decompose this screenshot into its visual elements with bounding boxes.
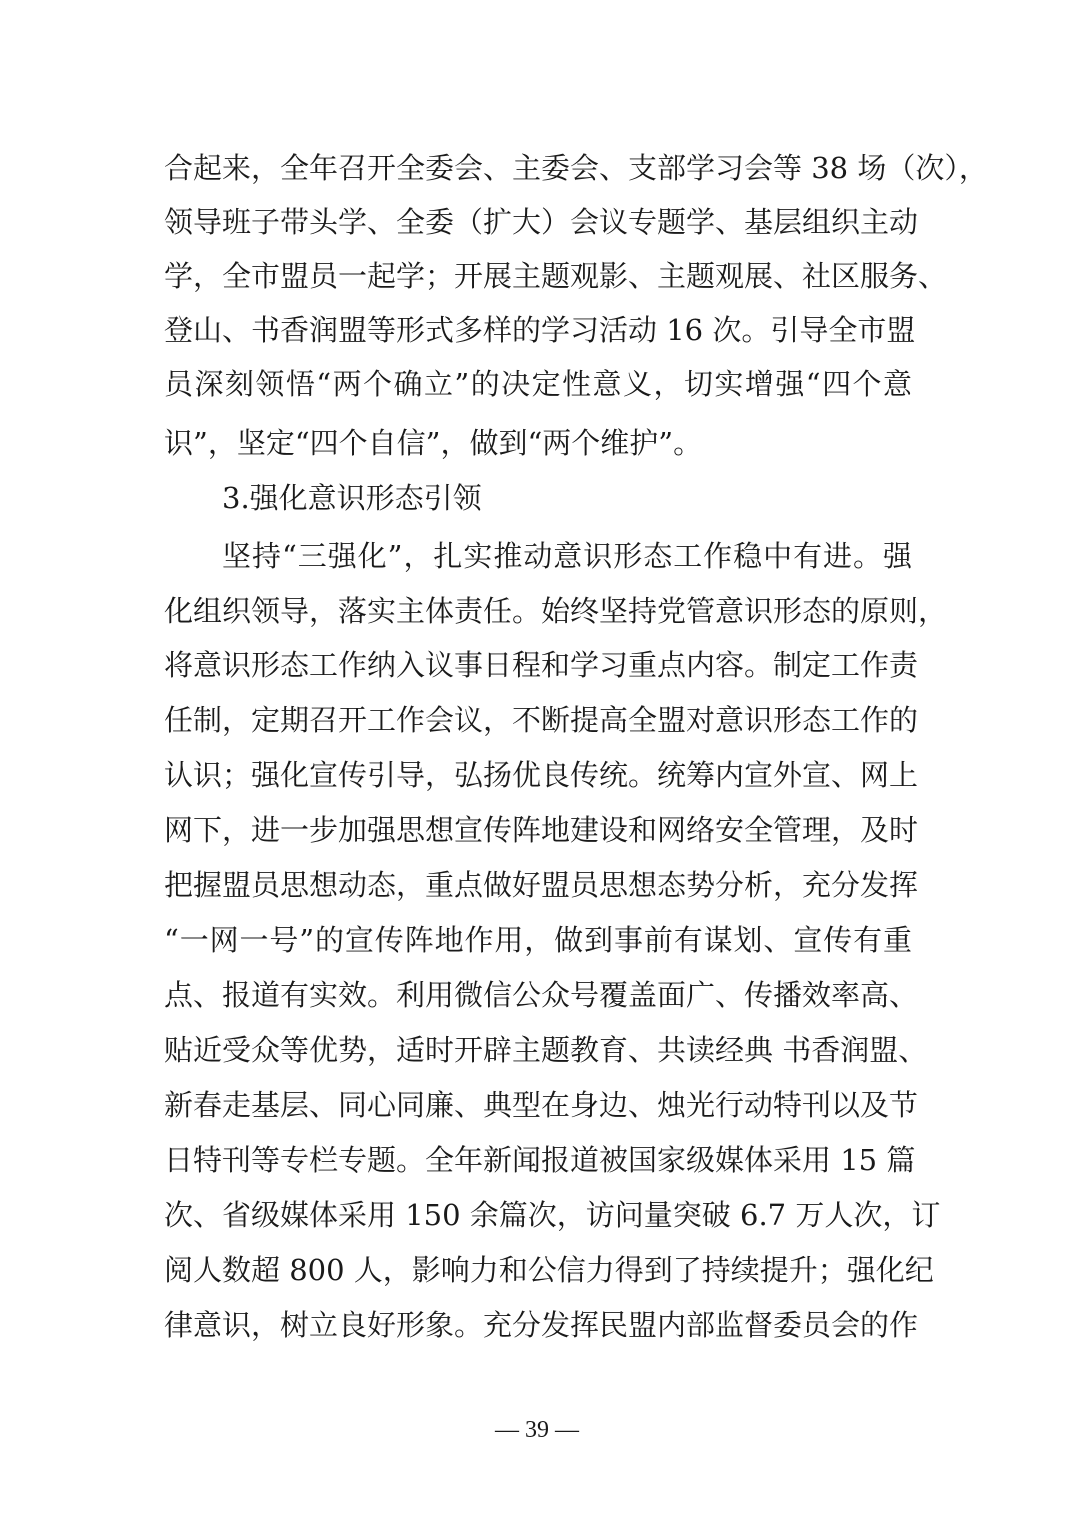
body-text-line: 化组织领导，落实主体责任。始终坚持党管意识形态的原则， xyxy=(164,594,948,628)
body-text-line: 任制，定期召开工作会议，不断提高全盟对意识形态工作的 xyxy=(164,703,919,737)
page-number: — 39 — xyxy=(495,1417,579,1443)
body-text-line: 日特刊等专栏专题。全年新闻报道被国家级媒体采用 15 篇 xyxy=(164,1143,916,1177)
body-text-line: 识”，坚定“四个自信”，做到“两个维护”。 xyxy=(164,426,703,460)
body-text-line: 网下，进一步加强思想宣传阵地建设和网络安全管理，及时 xyxy=(164,813,919,847)
body-text-line: 认识；强化宣传引导，弘扬优良传统。统筹内宣外宣、网上 xyxy=(164,758,919,792)
body-text-line: 阅人数超 800 人，影响力和公信力得到了持续提升；强化纪 xyxy=(164,1253,934,1287)
body-text-line: 领导班子带头学、全委（扩大）会议专题学、基层组织主动 xyxy=(164,205,919,239)
body-text-line: 次、省级媒体采用 150 余篇次，访问量突破 6.7 万人次，订 xyxy=(164,1198,941,1232)
body-text-line: 员深刻领悟“两个确立”的决定性意义，切实增强“四个意 xyxy=(164,367,912,401)
body-text-line: “一网一号”的宣传阵地作用，做到事前有谋划、宣传有重 xyxy=(164,923,912,957)
body-text-line: 律意识，树立良好形象。充分发挥民盟内部监督委员会的作 xyxy=(164,1308,919,1342)
body-text-line: 将意识形态工作纳入议事日程和学习重点内容。制定工作责 xyxy=(164,648,919,682)
body-text-line: 登山、书香润盟等形式多样的学习活动 16 次。引导全市盟 xyxy=(164,313,916,347)
body-text-line: 点、报道有实效。利用微信公众号覆盖面广、传播效率高、 xyxy=(164,978,919,1012)
body-text-line: 贴近受众等优势，适时开辟主题教育、共读经典 书香润盟、 xyxy=(164,1033,928,1067)
body-text-line: 把握盟员思想动态，重点做好盟员思想态势分析，充分发挥 xyxy=(164,868,919,902)
body-text-line: 学，全市盟员一起学；开展主题观影、主题观展、社区服务、 xyxy=(164,259,948,293)
body-text-line: 坚持“三强化”，扎实推动意识形态工作稳中有进。强 xyxy=(222,539,912,573)
body-text-line: 新春走基层、同心同廉、典型在身边、烛光行动特刊以及节 xyxy=(164,1088,919,1122)
section-heading: 3.强化意识形态引领 xyxy=(222,481,482,515)
body-text-line: 合起来，全年召开全委会、主委会、支部学习会等 38 场（次）， xyxy=(164,151,988,185)
